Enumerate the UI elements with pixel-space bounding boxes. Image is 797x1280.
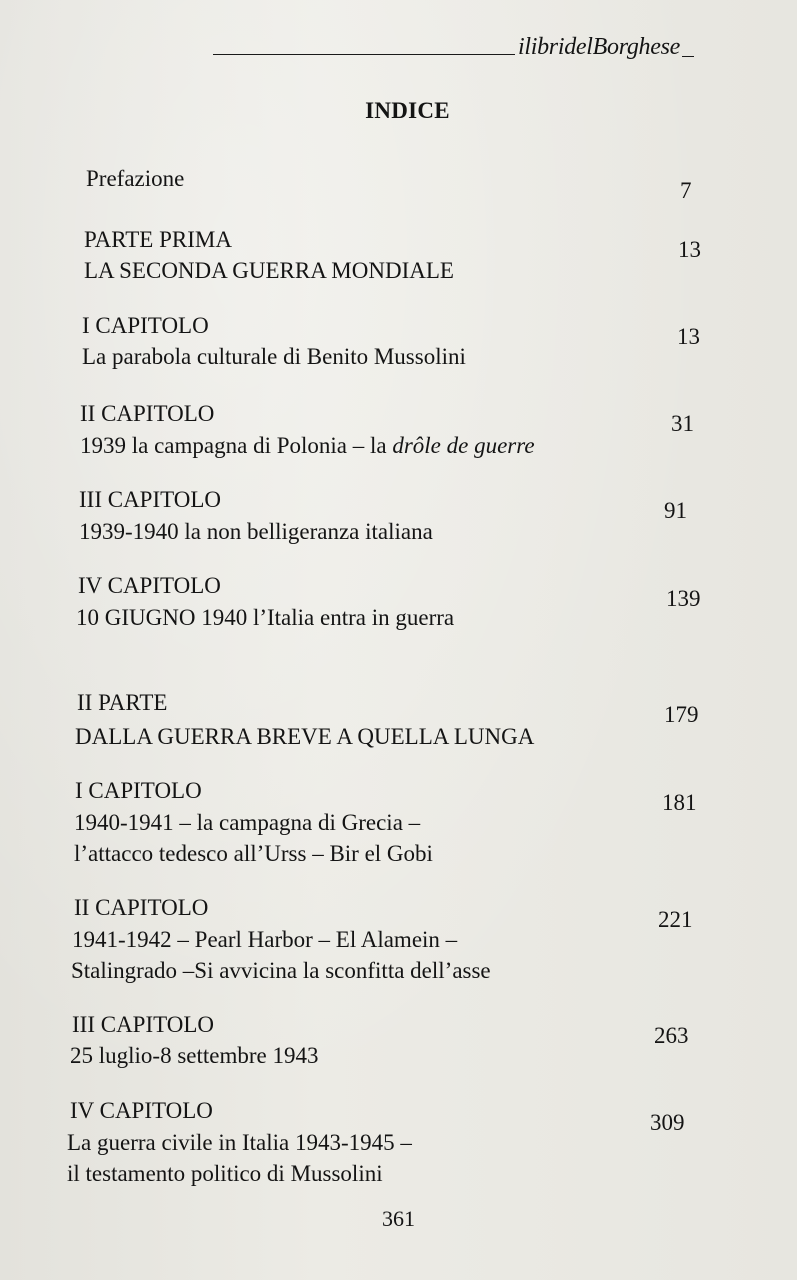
header-tail-rule	[682, 56, 694, 57]
toc-page-number: 13	[678, 237, 701, 262]
toc-page-number: 13	[677, 324, 700, 349]
toc-entry-subtitle: 10 GIUGNO 1940 l’Italia entra in guerra	[76, 605, 455, 630]
toc-page-number: 7	[680, 178, 692, 203]
toc-page-number: 179	[664, 702, 699, 727]
toc-entry-title: I CAPITOLO	[75, 778, 202, 803]
toc-entry-subtitle: 1939-1940 la non belligeranza italiana	[79, 519, 433, 544]
toc-entry-subtitle: LA SECONDA GUERRA MONDIALE	[84, 258, 454, 283]
toc-entry-title: Prefazione	[86, 166, 185, 191]
toc-page-number: 309	[650, 1110, 685, 1135]
toc-entry-title: IV CAPITOLO	[70, 1098, 213, 1123]
header-rule	[213, 54, 515, 55]
toc-entry-subtitle	[80, 433, 535, 459]
publisher-brand: ilibridelBorghese	[518, 34, 680, 60]
toc-entry-title: III CAPITOLO	[72, 1012, 215, 1037]
toc-entry-title: PARTE PRIMA	[84, 227, 232, 252]
toc-entry-title: IV CAPITOLO	[78, 573, 221, 598]
toc-entry-title: II CAPITOLO	[80, 401, 215, 426]
toc-page-number: 91	[664, 498, 687, 523]
toc-entry-subtitle: La parabola culturale di Benito Mussolini	[82, 344, 466, 369]
page-number-footer: 361	[382, 1206, 415, 1231]
toc-page-number: 263	[654, 1023, 689, 1048]
toc-page-number: 181	[662, 790, 697, 815]
toc-entry-subtitle: 1940-1941 – la campagna di Grecia –	[74, 810, 421, 835]
page-title: INDICE	[365, 98, 450, 123]
toc-entry-subtitle: 1941-1942 – Pearl Harbor – El Alamein –	[72, 927, 458, 952]
toc-entry-title: II PARTE	[77, 690, 168, 715]
toc-entry-subtitle: 25 luglio-8 settembre 1943	[70, 1043, 319, 1068]
toc-subtitle-italic: drôle de guerre	[392, 433, 535, 458]
toc-entry-subtitle: l’attacco tedesco all’Urss – Bir el Gobi	[74, 841, 433, 866]
toc-entry-title: III CAPITOLO	[79, 487, 222, 512]
toc-entry-title: I CAPITOLO	[82, 313, 209, 338]
toc-subtitle-text: 1939 la campagna di Polonia – la	[80, 433, 393, 458]
toc-entry-title: II CAPITOLO	[74, 895, 209, 920]
toc-entry-subtitle: DALLA GUERRA BREVE A QUELLA LUNGA	[75, 724, 535, 749]
toc-page-number: 139	[666, 586, 701, 611]
toc-page-number: 31	[671, 411, 694, 436]
toc-entry-subtitle: Stalingrado –Si avvicina la sconfitta dell’asse	[71, 958, 491, 983]
toc-entry-subtitle: La guerra civile in Italia 1943-1945 –	[67, 1130, 412, 1155]
toc-page-number: 221	[658, 907, 693, 932]
toc-entry-subtitle: il testamento politico di Mussolini	[67, 1161, 383, 1186]
publisher-header	[518, 34, 694, 61]
